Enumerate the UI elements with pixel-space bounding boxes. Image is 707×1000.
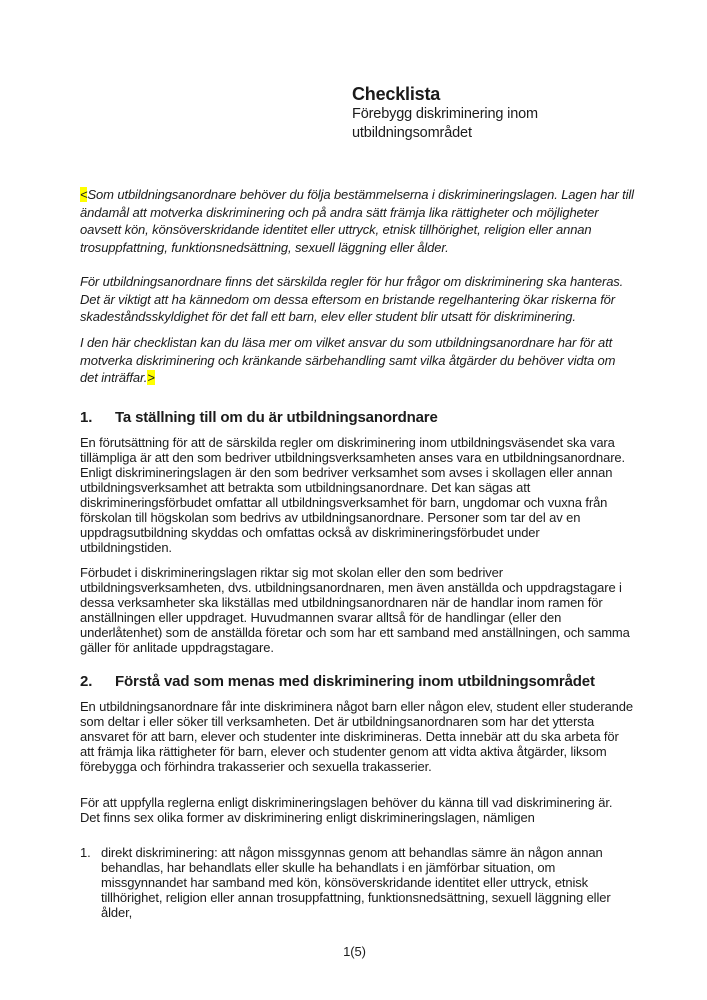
section-2-heading [80, 672, 634, 691]
list-item-1 [80, 845, 634, 920]
intro-paragraph-3 [80, 334, 634, 387]
intro-paragraph-1 [80, 186, 634, 256]
section-2-paragraph-1: En utbildningsanordnare får inte diskriminera något barn eller någon elev, student eller studerande som deltar i eller söker till verksamheten. Det är utbildningsanordnaren som har det yttersta ansvaret för att barn, elever och studenter inte diskrimineras. Detta innebär att du ska arbeta för att främja lika rättigheter för barn, elever och studenter genom att vidta aktiva åtgärder, liksom förebygga och förhindra trakasserier och sexuella trakasserier. [80, 699, 634, 774]
intro-paragraph-3-text: I den här checklistan kan du läsa mer om vilket ansvar du som utbildningsanordnare har för att motverka diskriminering och kränkande särbehandling samt vilka åtgärder du behöver vidta om det inträffar. [80, 335, 616, 385]
document-header [352, 84, 562, 143]
highlight-open-marker: < [80, 187, 88, 202]
section-1-heading [80, 408, 634, 427]
section-1-number: 1. [80, 409, 93, 426]
intro-paragraph-1-text: Som utbildningsanordnare behöver du följa bestämmelserna i diskrimineringslagen. Lagen har till ändamål att motverka diskriminering och på andra sätt främja lika rättigheter och möjligheter oavsett kön, könsöverskridande identitet eller uttryck, etnisk tillhörighet, religion eller annan trosuppfattning, funktionsnedsättning, sexuell läggning eller ålder. [80, 187, 634, 255]
list-item-1-text: direkt diskriminering: att någon missgynnas genom att behandlas sämre än någon annan behandlas, har behandlats eller skulle ha behandlats i en jämförbar situation, om missgynnandet har samband med kön, könsöverskridande identitet eller uttryck, etnisk tillhörighet, religion eller annan trosuppfattning, funktionsnedsättning, sexuell läggning eller ålder, [101, 845, 611, 920]
page-title: Checklista [352, 84, 441, 104]
page-subtitle [352, 105, 562, 143]
section-2-paragraph-2: För att uppfylla reglerna enligt diskrimineringslagen behöver du känna till vad diskriminering är. Det finns sex olika former av diskriminering enligt diskrimineringslagen, nämligen [80, 795, 613, 825]
list-item-1-number: 1. [80, 845, 91, 860]
intro-paragraph-2 [80, 273, 634, 326]
section-1-paragraph-2: Förbudet i diskrimineringslagen riktar sig mot skolan eller den som bedriver utbildningsverksamheten, dvs. utbildningsanordnaren, men även anställda och uppdragstagare i dessa verksamheter ska likställas med utbildningsanordnaren när de handlar inom ramen för anställningen eller uppdraget. Huvudmannen svarar alltså för de handlingar (eller den underlåtenhet) som de anställda företar och som har ett samband med anställningen, och samma gäller för anlitade uppdragstagare. [80, 565, 630, 655]
section-1-paragraph-1: En förutsättning för att de särskilda regler om diskriminering inom utbildningsväsendet ska vara tillämpliga är att den som bedriver utbildningsverksamheten anses vara en utbildningsanordnare. Enligt diskrimineringslagen är den som bedriver verksamhet som avses i skollagen eller annan utbildningsverksamhet att betrakta som utbildningsanordnare. Det kan sägas att diskrimineringsförbudet omfattar all utbildningsverksamhet för barn, ungdomar och vuxna från förskolan till högskolan som bedrivs av utbildningsanordnare. Personer som tar del av en uppdragsutbildning skyddas och omfattas också av diskrimineringsförbudet under utbildningstiden. [80, 435, 626, 555]
intro-paragraph-2-text: För utbildningsanordnare finns det särskilda regler för hur frågor om diskriminering ska hanteras. Det är viktigt att ha kännedom om dessa eftersom en bristande regelhantering ökar riskerna för skadeståndsskyldighet för det fall ett barn, elev eller student blir utsatt för diskriminering. [80, 274, 624, 324]
section-1-heading-text: Ta ställning till om du är utbildningsanordnare [115, 409, 438, 426]
highlight-close-marker: > [147, 370, 155, 385]
section-2-heading-text: Förstå vad som menas med diskriminering inom utbildningsområdet [115, 673, 595, 690]
subtitle-line-1: Förebygg diskriminering inom [352, 106, 538, 122]
section-2-number: 2. [80, 673, 93, 690]
page-number: 1(5) [343, 944, 366, 959]
subtitle-line-2: utbildningsområdet [352, 125, 472, 141]
